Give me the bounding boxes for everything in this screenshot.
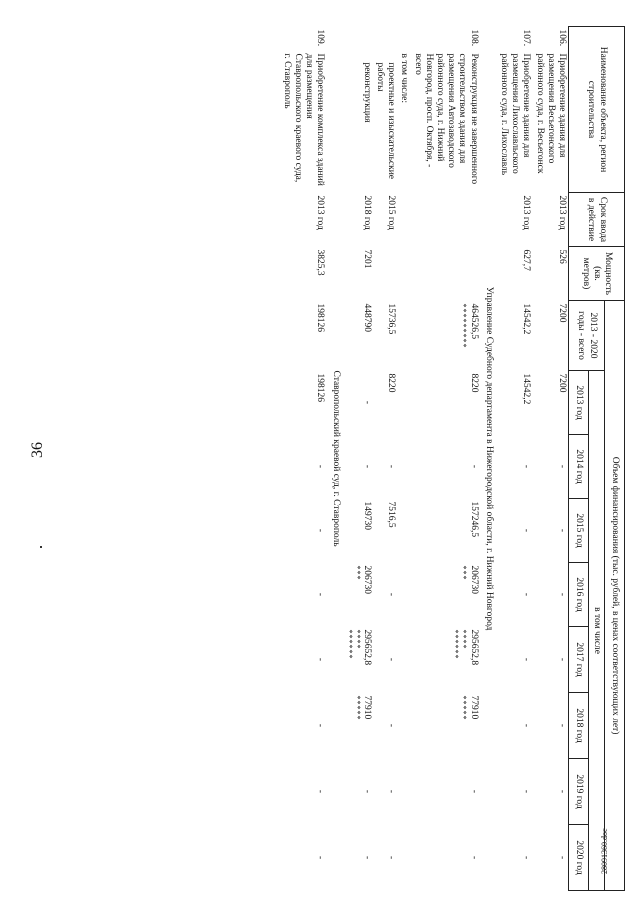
table-row bbox=[373, 27, 397, 891]
object-name: реконструкция bbox=[361, 62, 372, 123]
year-value: - bbox=[386, 592, 397, 597]
year-value: - bbox=[557, 592, 567, 597]
year-value: - bbox=[468, 855, 479, 860]
table-row bbox=[410, 27, 479, 891]
year-value: 206730 bbox=[468, 565, 479, 594]
header-year: 2014 год bbox=[569, 435, 589, 499]
year-value: - bbox=[386, 855, 397, 860]
year-value: - bbox=[521, 855, 532, 860]
row-number: 107. bbox=[521, 29, 532, 47]
year-value: - bbox=[361, 464, 372, 469]
scan-speck bbox=[40, 546, 42, 548]
table-row bbox=[280, 27, 327, 891]
header-year: 2018 год bbox=[569, 693, 589, 759]
year-value: 8220 bbox=[386, 373, 397, 393]
header-capacity: Мощность (кв. метров) bbox=[569, 247, 625, 301]
footnote-marker: ***** bbox=[459, 695, 469, 721]
capacity-value: 526 bbox=[557, 249, 567, 264]
total-value: 14542,2 bbox=[521, 303, 532, 335]
section-heading: Ставропольский краевой суд, г. Ставрополь bbox=[330, 370, 341, 547]
year-value: - bbox=[315, 657, 326, 662]
year-value: - bbox=[557, 723, 567, 728]
year-cell bbox=[344, 627, 373, 693]
section-row bbox=[480, 27, 497, 891]
year-value: 198126 bbox=[315, 373, 326, 402]
year-cell bbox=[410, 563, 479, 627]
capacity-value bbox=[410, 247, 479, 301]
including-label: в том числе: bbox=[399, 53, 410, 104]
year-value: 206730 bbox=[361, 565, 372, 594]
total-value: 464526,5 bbox=[468, 303, 479, 340]
year-cell bbox=[344, 563, 373, 627]
year-value: - bbox=[557, 657, 567, 662]
year-value: - bbox=[315, 464, 326, 469]
table-row bbox=[532, 27, 568, 891]
year-value: 8220 bbox=[468, 373, 479, 393]
year-value: - bbox=[557, 528, 567, 533]
year-value: - bbox=[521, 592, 532, 597]
header-total: 2013 - 2020 годы - всего bbox=[569, 301, 605, 371]
year-value: - bbox=[468, 789, 479, 794]
header-year: 2019 год bbox=[569, 759, 589, 825]
year-value: - bbox=[386, 723, 397, 728]
footnote-marker: ****** bbox=[344, 629, 354, 660]
header-year: 2015 год bbox=[569, 499, 589, 563]
year-value: - bbox=[521, 789, 532, 794]
total-value: 15736,5 bbox=[386, 303, 397, 335]
year-value: - bbox=[386, 657, 397, 662]
year-value: - bbox=[315, 592, 326, 597]
header-year: 2020 год bbox=[569, 825, 589, 891]
footer-doc-code: 28091360.doc bbox=[600, 828, 609, 874]
year-value: - bbox=[521, 657, 532, 662]
footnote-marker: **** bbox=[352, 629, 362, 650]
year-value: 14542,2 bbox=[521, 373, 532, 405]
year-value: - bbox=[386, 464, 397, 469]
footnote-marker: *** bbox=[352, 565, 362, 581]
year-value: 7516,5 bbox=[386, 501, 397, 528]
capacity-value: 7201 bbox=[361, 249, 372, 269]
object-name: Приобретение комплекса зданий для размещения Ставропольского краевого суда, г. Ставрополь bbox=[281, 53, 326, 186]
year-value: - bbox=[521, 528, 532, 533]
year-value: - bbox=[315, 528, 326, 533]
row-number: 109. bbox=[315, 29, 326, 47]
section-heading: Управление Судебного департамента в Нижегородской области, г. Нижний Новгород bbox=[483, 286, 494, 631]
year-value: 77910 bbox=[361, 695, 372, 720]
total-value: 7200 bbox=[557, 303, 567, 323]
total-cell bbox=[410, 301, 479, 371]
page-number: 36 bbox=[29, 442, 46, 458]
header-term: Срок ввода в действие bbox=[569, 193, 625, 247]
commission-term: 2013 год bbox=[315, 195, 326, 230]
year-value: - bbox=[315, 723, 326, 728]
year-value: - bbox=[521, 464, 532, 469]
year-value: 77910 bbox=[468, 695, 479, 720]
year-cell bbox=[410, 627, 479, 693]
header-funding: Объем финансирования (тыс. рублей, в ценах соответствующих лет) bbox=[605, 301, 625, 891]
object-name: Приобретение здания для размещения Весьегонского районного суда, г. Весьегонск bbox=[534, 53, 567, 174]
year-value: 157246,5 bbox=[468, 501, 479, 538]
total-value: 198126 bbox=[315, 303, 326, 332]
footnote-marker: *** bbox=[459, 565, 469, 581]
object-name: проектные и изыскательские работы bbox=[374, 62, 397, 180]
commission-term: 2015 год bbox=[386, 195, 397, 230]
table-row bbox=[397, 27, 410, 891]
commission-term: 2013 год bbox=[557, 195, 567, 230]
year-value: - bbox=[557, 855, 567, 860]
capacity-value: 3825,3 bbox=[315, 249, 326, 276]
header-including: в том числе bbox=[589, 371, 605, 891]
year-value: - bbox=[557, 464, 567, 469]
financing-table bbox=[280, 26, 625, 891]
year-value: - bbox=[557, 789, 567, 794]
year-value: 295652,8 bbox=[361, 629, 372, 666]
footnote-marker: ****** bbox=[451, 629, 461, 660]
footnote-marker: ********* bbox=[459, 303, 469, 349]
year-value: 7200 bbox=[557, 373, 567, 393]
year-value: - bbox=[386, 789, 397, 794]
section-row bbox=[326, 27, 343, 891]
year-value: - bbox=[361, 789, 372, 794]
capacity-value: 627,7 bbox=[521, 249, 532, 271]
row-number: 108. bbox=[468, 29, 479, 47]
header-name: Наименование объекта, регион строительства bbox=[569, 27, 625, 193]
year-value: - bbox=[315, 789, 326, 794]
year-value: - bbox=[361, 855, 372, 860]
year-cell bbox=[344, 693, 373, 759]
year-value: - bbox=[361, 400, 372, 405]
total-value: 448790 bbox=[361, 303, 372, 332]
footnote-marker: **** bbox=[459, 629, 469, 650]
year-value: - bbox=[521, 723, 532, 728]
capacity-value bbox=[373, 247, 397, 301]
header-year: 2017 год bbox=[569, 627, 589, 693]
year-value: 149730 bbox=[361, 501, 372, 530]
year-value: - bbox=[468, 464, 479, 469]
footnote-marker: ***** bbox=[352, 695, 362, 721]
commission-term bbox=[410, 193, 479, 247]
commission-term: 2018 год bbox=[361, 195, 372, 230]
header-year: 2016 год bbox=[569, 563, 589, 627]
commission-term: 2013 год bbox=[521, 195, 532, 230]
object-name: Реконструкция не завершенного строительством здания для размещения Автозаводского районного суда, г. Нижний Новгород, просп. Октября, - всего bbox=[412, 53, 479, 185]
year-value: 295652,8 bbox=[468, 629, 479, 666]
year-value: - bbox=[315, 855, 326, 860]
row-number: 106. bbox=[557, 29, 567, 47]
year-cell bbox=[410, 693, 479, 759]
table-row bbox=[344, 27, 373, 891]
object-name: Приобретение здания для размещения Лихославльского районного суда, г. Лихославль bbox=[498, 53, 532, 176]
table-row bbox=[497, 27, 533, 891]
rotated-table-container bbox=[45, 26, 625, 886]
header-year: 2013 год bbox=[569, 371, 589, 435]
